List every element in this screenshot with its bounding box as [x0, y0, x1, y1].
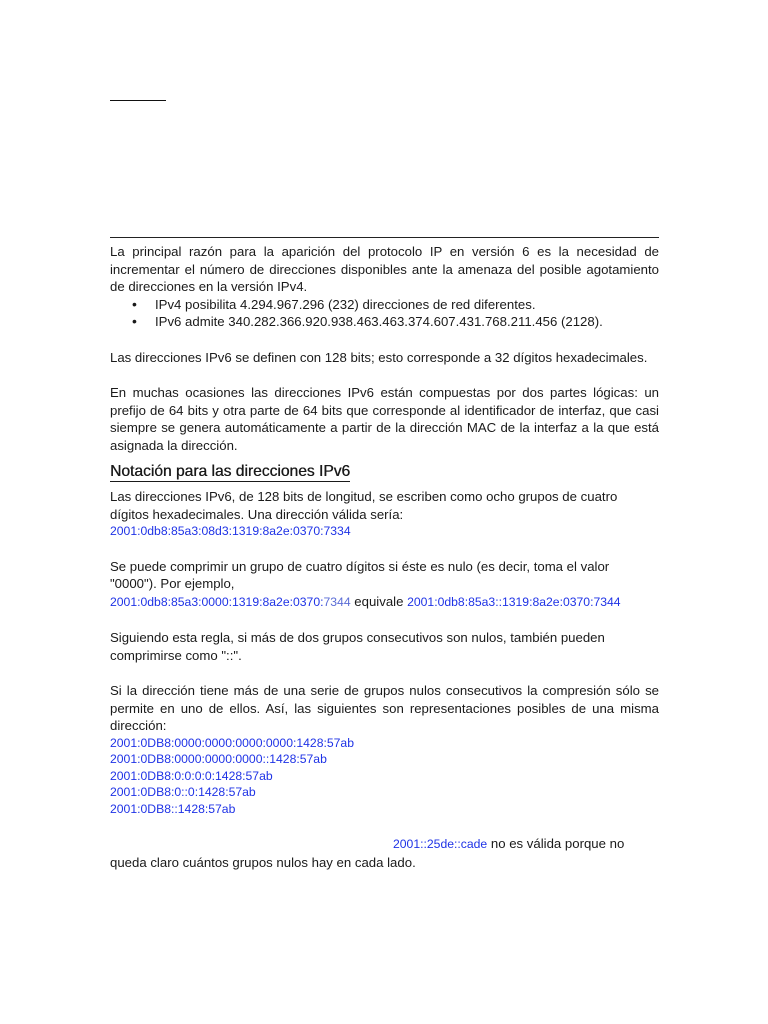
section-divider-rule — [110, 237, 659, 238]
logic-parts-paragraph: En muchas ocasiones las direcciones IPv6 están compuestas por dos partes lógicas: un prefijo de 64 bits y otra parte de 64 bits que corresponde al identificador de interfaz, que casi siempre se genera automáticamente a partir de la dirección MAC de la interfaz a la que está asignada la dirección. — [110, 385, 659, 453]
ip-capacity-list — [110, 296, 659, 331]
address-variant-3: 2001:0DB8:0:0:0:0:1428:57ab — [110, 768, 273, 783]
address-variant-4: 2001:0DB8:0::0:1428:57ab — [110, 785, 256, 799]
document-body — [110, 243, 659, 871]
equivale-text: equivale — [350, 593, 408, 609]
compress-example-line — [110, 593, 659, 612]
list-item-ipv4: • IPv4 posibilita 4.294.967.296 (232) direcciones de red diferentes. — [110, 296, 659, 314]
intro-paragraph: La principal razón para la aparición del protocolo IP en versión 6 es la necesidad de incrementar el número de direcciones disponibles ante la amenaza del posible agotamiento de direcciones en la versión IPv4. — [110, 244, 659, 294]
address-uncompressed-tail: 7344 — [323, 594, 351, 609]
invalid-note-text: no es válida porque no — [487, 836, 625, 851]
address-variant-2: 2001:0DB8:0000:0000:0000::1428:57ab — [110, 752, 327, 766]
list-item-ipv6: • IPv6 admite 340.282.366.920.938.463.463.374.607.431.768.211.456 (2128). — [110, 313, 659, 331]
bits-paragraph: Las direcciones IPv6 se definen con 128 bits; esto corresponde a 32 dígitos hexadecimales. — [110, 349, 648, 365]
example-address: 2001:0db8:85a3:08d3:1319:8a2e:0370:7334 — [110, 524, 351, 538]
notation-heading: Notación para las direcciones IPv6 — [110, 463, 351, 480]
address-compressed: 2001:0db8:85a3::1319:8a2e:0370:7344 — [407, 594, 621, 609]
equivalent-address-list — [110, 735, 659, 818]
invalid-note-line1 — [110, 835, 659, 854]
address-variant-5: 2001:0DB8::1428:57ab — [110, 801, 236, 816]
series-paragraph: Si la dirección tiene más de una serie de grupos nulos consecutivos la compresión sólo se permite en uno de ellos. Así, las siguientes son representaciones posibles de una misma dirección: — [110, 683, 659, 733]
header-short-rule — [110, 100, 166, 101]
address-variant-1: 2001:0DB8:0000:0000:0000:0000:1428:57ab — [110, 735, 354, 750]
compress-paragraph: Se puede comprimir un grupo de cuatro dígitos si éste es nulo (es decir, toma el valor "0000"). Por ejemplo, — [110, 558, 610, 591]
invalid-address: 2001::25de::cade — [393, 837, 488, 851]
address-uncompressed: 2001:0db8:85a3:0000:1319:8a2e:0370: — [110, 594, 324, 609]
notation-heading-wrap — [110, 462, 659, 482]
notation-intro: Las direcciones IPv6, de 128 bits de longitud, se escriben como ocho grupos de cuatro dígitos hexadecimales. Una dirección válida sería: — [110, 489, 618, 522]
invalid-note-line2: queda claro cuántos grupos nulos hay en cada lado. — [110, 854, 416, 870]
rule-paragraph: Siguiendo esta regla, si más de dos grupos consecutivos son nulos, también pueden comprimirse como "::". — [110, 630, 605, 663]
